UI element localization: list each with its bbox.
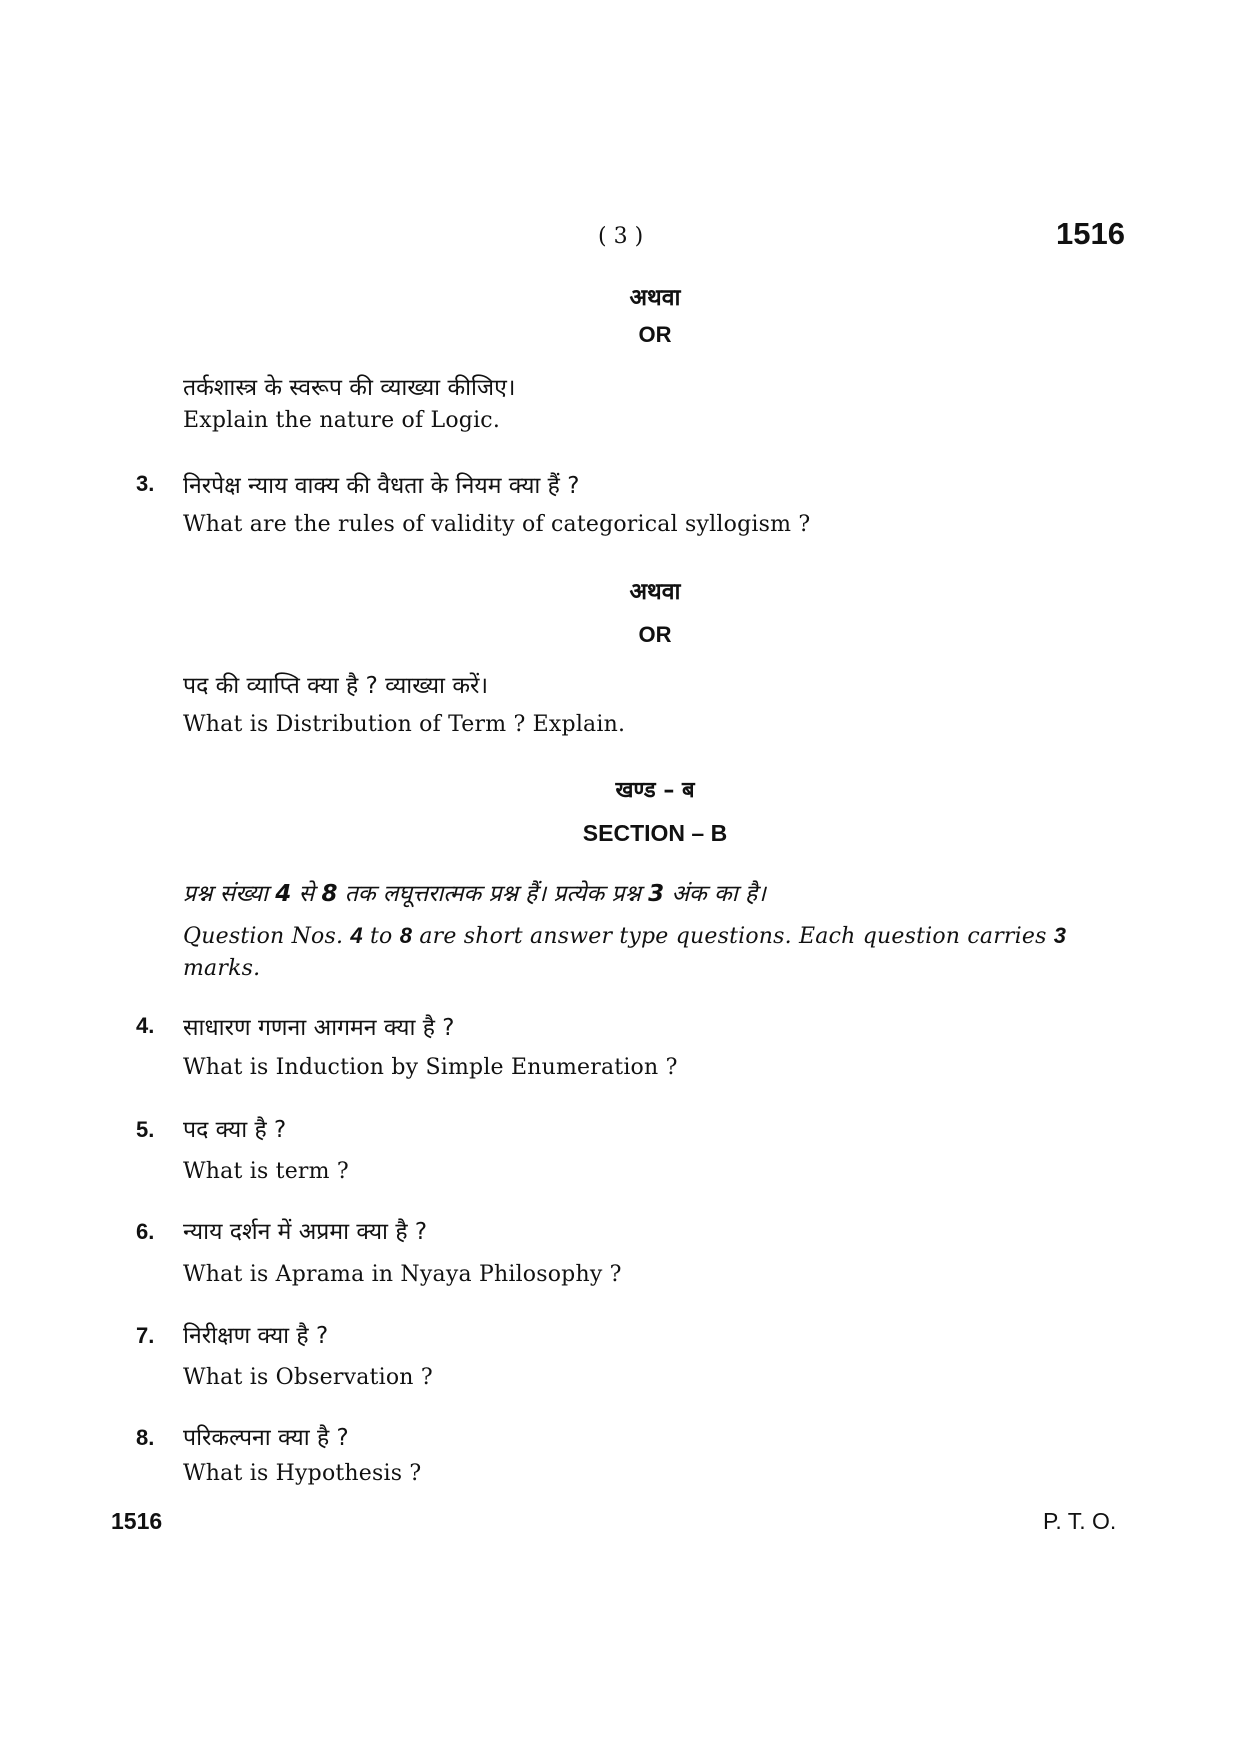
- instr-hindi-num-to: 8: [321, 881, 338, 907]
- or-hindi-2: अथवा: [629, 579, 681, 605]
- q2-alt-hindi: तर्कशास्त्र के स्वरूप की व्याख्या कीजिए।: [183, 375, 516, 401]
- question-number: 7.: [136, 1323, 155, 1348]
- or-hindi-1: अथवा: [629, 285, 681, 311]
- instr-hindi-text: से: [291, 881, 322, 907]
- question-number: 5.: [136, 1117, 155, 1142]
- section-heading-english: SECTION – B: [582, 820, 728, 846]
- or-english-2: OR: [638, 622, 672, 647]
- instr-eng-text: to: [362, 924, 400, 949]
- question-english: What is Induction by Simple Enumeration ?: [183, 1055, 678, 1080]
- q2-alt-english: Explain the nature of Logic.: [183, 408, 501, 433]
- question-hindi: परिकल्पना क्या है ?: [183, 1425, 349, 1451]
- or-english-1: OR: [638, 322, 672, 347]
- instr-eng-text: marks.: [183, 956, 261, 981]
- question-hindi: साधारण गणना आगमन क्या है ?: [183, 1015, 455, 1041]
- question-english: What is Observation ?: [183, 1365, 433, 1390]
- paper-code-footer: 1516: [111, 1508, 163, 1534]
- q3-hindi: निरपेक्ष न्याय वाक्य की वैधता के नियम क्या हैं ?: [183, 473, 580, 499]
- question-number: 6.: [136, 1219, 155, 1244]
- instr-hindi-text: प्रश्न संख्या: [183, 881, 276, 907]
- q3-alt-english: What is Distribution of Term ? Explain.: [183, 712, 626, 737]
- instr-eng-num-to: 8: [399, 923, 413, 948]
- paper-code-header: 1516: [1056, 216, 1125, 251]
- question-hindi: न्याय दर्शन में अप्रमा क्या है ?: [183, 1219, 428, 1245]
- q3-english: What are the rules of validity of categorical syllogism ?: [183, 512, 811, 537]
- question-english: What is Aprama in Nyaya Philosophy ?: [183, 1262, 622, 1287]
- instructions-hindi: [183, 876, 766, 908]
- instr-eng-text: are short answer type questions. Each question carries: [412, 924, 1054, 949]
- instr-hindi-marks: 3: [648, 881, 665, 907]
- question-number: 4.: [136, 1013, 155, 1038]
- pto-label: P. T. O.: [1043, 1508, 1117, 1534]
- question-english: What is Hypothesis ?: [183, 1461, 422, 1486]
- instr-hindi-text: तक लघूत्तरात्मक प्रश्न हैं। प्रत्येक प्रश्न: [337, 881, 649, 907]
- instr-hindi-text: अंक का है।: [664, 881, 766, 907]
- instr-hindi-num-from: 4: [275, 881, 292, 907]
- instr-eng-text: Question Nos.: [183, 924, 351, 949]
- instructions-english: [183, 920, 1123, 985]
- question-number: 3.: [136, 471, 155, 496]
- instr-eng-marks: 3: [1053, 923, 1067, 948]
- page-number: ( 3 ): [598, 224, 644, 249]
- question-hindi: पद क्या है ?: [183, 1117, 287, 1143]
- section-heading-hindi: खण्ड – ब: [615, 778, 695, 803]
- question-english: What is term ?: [183, 1159, 349, 1184]
- question-number: 8.: [136, 1425, 155, 1450]
- instr-eng-num-from: 4: [350, 923, 363, 948]
- question-hindi: निरीक्षण क्या है ?: [183, 1323, 329, 1349]
- q3-alt-hindi: पद की व्याप्ति क्या है ? व्याख्या करें।: [183, 673, 489, 699]
